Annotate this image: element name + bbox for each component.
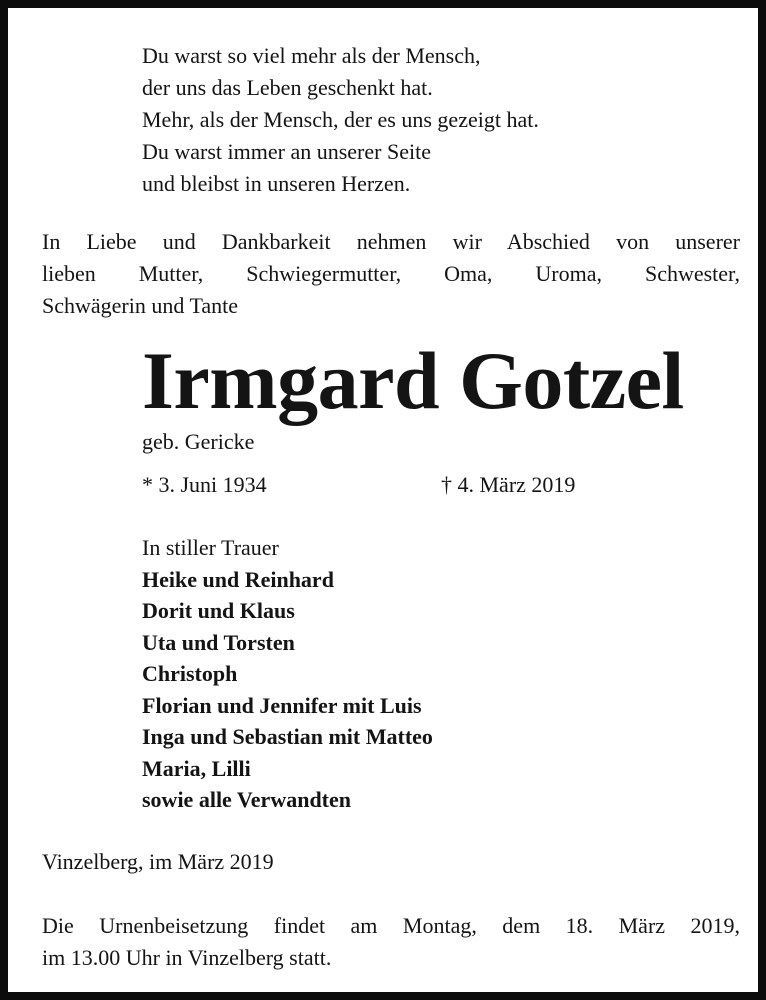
poem-line: Du warst so viel mehr als der Mensch,: [142, 43, 481, 68]
mourner-name: Florian und Jennifer mit Luis: [142, 692, 422, 718]
mourner-name: Uta und Torsten: [142, 629, 295, 655]
mourner-name: Christoph: [142, 661, 238, 686]
intro-line: lieben Mutter, Schwiegermutter, Oma, Uroma, Schwester,: [42, 261, 740, 286]
poem-line: Mehr, als der Mensch, der es uns gezeigt hat.: [142, 107, 539, 132]
mourner-name: Heike und Reinhard: [142, 566, 334, 592]
intro-line: Schwägerin und Tante: [42, 293, 239, 318]
burial-notice: [42, 910, 740, 974]
poem-line: Du warst immer an unserer Seite: [142, 139, 431, 164]
poem-line: und bleibst in unseren Herzen.: [142, 171, 411, 196]
mourner-name: Maria, Lilli: [142, 755, 251, 781]
mourning-heading: In stiller Trauer: [142, 535, 279, 560]
mourner-name: sowie alle Verwandten: [142, 787, 351, 812]
mourners-list: [142, 532, 433, 816]
intro-line: In Liebe und Dankbarkeit nehmen wir Abschied von unserer: [42, 229, 740, 254]
place-and-date: Vinzelberg, im März 2019: [42, 849, 274, 874]
poem-line: der uns das Leben geschenkt hat.: [142, 75, 433, 100]
burial-line: Die Urnenbeisetzung findet am Montag, dem 18. März 2019,: [42, 913, 740, 938]
deceased-name: Irmgard Gotzel: [142, 335, 684, 426]
birth-date: * 3. Juni 1934: [142, 472, 267, 497]
death-date: † 4. März 2019: [441, 472, 576, 497]
mourner-name: Inga und Sebastian mit Matteo: [142, 724, 433, 749]
memorial-poem: [142, 40, 539, 200]
birth-name: geb. Gericke: [142, 429, 255, 454]
mourner-name: Dorit und Klaus: [142, 598, 295, 623]
farewell-intro: [42, 226, 740, 322]
burial-line: im 13.00 Uhr in Vinzelberg statt.: [42, 945, 332, 970]
